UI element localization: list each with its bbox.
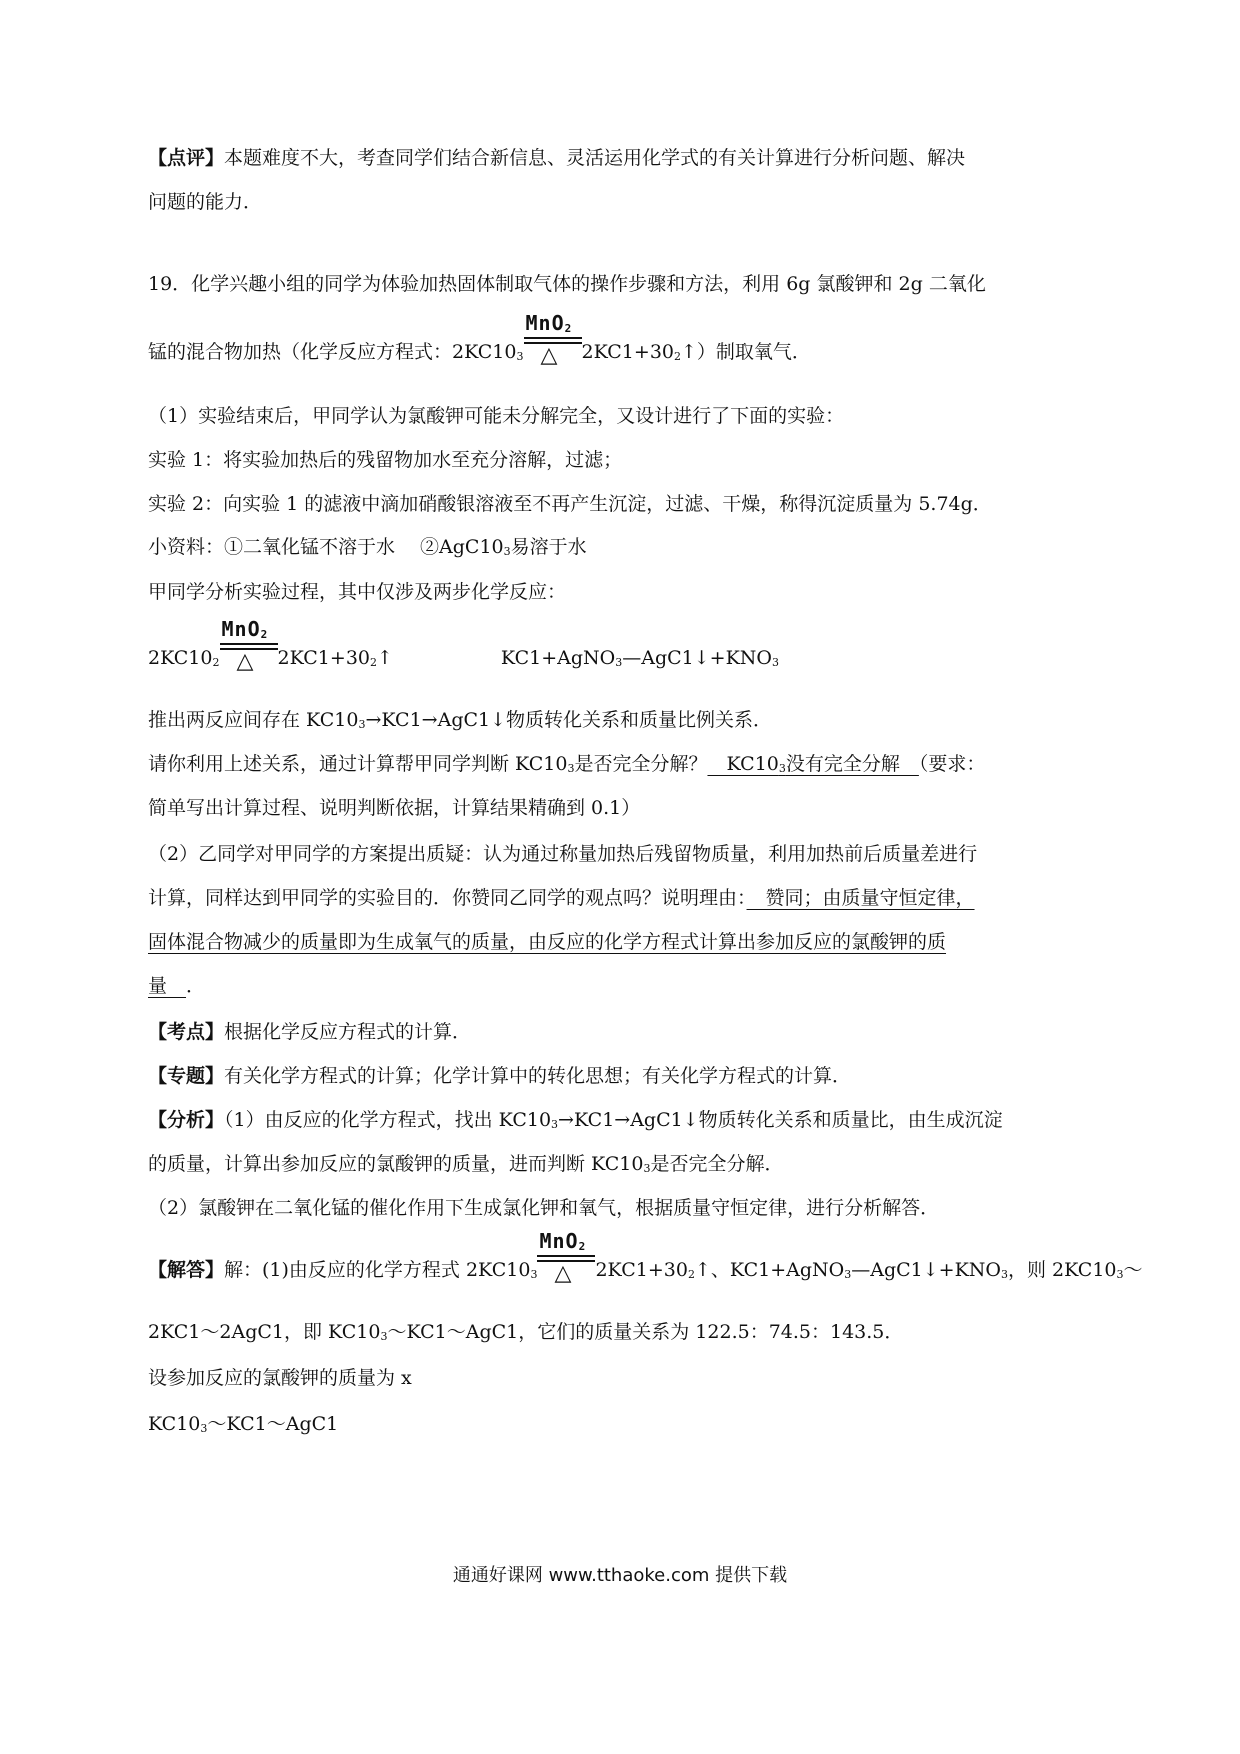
topic-tag: 【专题】 xyxy=(148,1065,225,1087)
solution-text-1-end2: —AgC1↓+KNO xyxy=(851,1259,1001,1281)
analysis-text-2-end: 是否完全分解． xyxy=(650,1153,784,1175)
sub-3: 3 xyxy=(380,1330,388,1343)
relation-text: 推出两反应间存在 KC10 xyxy=(148,709,359,731)
q19-line-2 xyxy=(148,311,811,368)
q19-text-2-end: ↑）制取氧气． xyxy=(681,341,811,363)
exam-point xyxy=(148,1018,471,1046)
sub-3: 3 xyxy=(643,1162,651,1175)
sub-3: 3 xyxy=(772,656,779,669)
sub-3: 3 xyxy=(567,762,575,775)
solution-line-3 xyxy=(148,1364,412,1392)
heat-symbol: △ xyxy=(236,649,254,674)
solution-text-1-end3: ，则 2KC10 xyxy=(1007,1259,1117,1281)
info-line xyxy=(148,533,587,561)
solution-tag: 【解答】 xyxy=(148,1259,225,1281)
sub-2: 2 xyxy=(212,656,220,669)
solution-text-2: 2KC1～2AgC1，即 KC10 xyxy=(148,1321,381,1343)
sub-3: 3 xyxy=(615,656,623,669)
q19-text-2-pre: 锰的混合物加热（化学反应方程式：2KC10 xyxy=(148,341,517,363)
analysis-line-1 xyxy=(148,1106,1003,1134)
solution-text-3: 设参加反应的氯酸钾的质量为 x xyxy=(148,1367,412,1389)
answer-2c: 量 xyxy=(148,975,187,997)
analysis-text-3: （2）氯酸钾在二氧化锰的催化作用下生成氯化钾和氧气，根据质量守恒定律，进行分析解答． xyxy=(148,1197,940,1219)
sub-3: 3 xyxy=(844,1268,852,1281)
analysis-tag: 【分析】 xyxy=(148,1109,225,1131)
solution-line-4 xyxy=(148,1410,338,1438)
catalyst-label: MnO xyxy=(525,311,565,335)
ask-line-2-text: 简单写出计算过程、说明判断依据，计算结果精确到 0.1） xyxy=(148,797,641,819)
part2-text-2: 计算，同样达到甲同学的实验目的．你赞同乙同学的观点吗？说明理由： xyxy=(148,887,747,909)
part2-line-2 xyxy=(148,884,975,912)
answer-2-end: ． xyxy=(186,975,206,997)
eq2-mid: —AgC1↓+KNO xyxy=(622,647,772,669)
equations-line xyxy=(148,617,779,674)
eq1-arrow: ↑ xyxy=(377,647,393,669)
answer-2a: 赞同；由质量守恒定律， xyxy=(746,887,975,909)
q19-line-1 xyxy=(148,270,986,298)
sub-3: 3 xyxy=(530,1268,538,1281)
relation-end: →KC1→AgC1↓物质转化关系和质量比例关系． xyxy=(365,709,773,731)
ask-line-2 xyxy=(148,794,640,822)
exam-point-text: 根据化学反应方程式的计算． xyxy=(224,1021,472,1043)
analysis-text-2: 的质量，计算出参加反应的氯酸钾的质量，进而判断 KC10 xyxy=(148,1153,644,1175)
topic-text: 有关化学方程式的计算；化学计算中的转化思想；有关化学方程式的计算． xyxy=(224,1065,852,1087)
reaction-condition xyxy=(220,617,278,677)
experiment-1-text: 实验 1：将实验加热后的残留物加水至充分溶解，过滤； xyxy=(148,449,623,471)
reaction-condition xyxy=(537,1229,595,1289)
info-text: 小资料：①二氧化锰不溶于水 ②AgC10 xyxy=(148,536,504,558)
experiment-2 xyxy=(148,490,992,518)
answer-2b: 固体混合物减少的质量即为生成氧气的质量，由反应的化学方程式计算出参加反应的氯酸钾的质 xyxy=(148,931,947,953)
analysis-intro-text: 甲同学分析实验过程，其中仅涉及两步化学反应： xyxy=(148,581,567,603)
sub-3: 3 xyxy=(200,1422,208,1435)
info-text-end: 易溶于水 xyxy=(510,536,587,558)
catalyst-sub: 2 xyxy=(564,322,573,335)
reaction-condition xyxy=(524,311,582,371)
part2-line-3 xyxy=(148,928,946,956)
sub-3: 3 xyxy=(1116,1268,1124,1281)
comment-text-2: 问题的能力． xyxy=(148,191,263,213)
experiment-1 xyxy=(148,446,622,474)
eq1-pre: 2KC10 xyxy=(148,647,213,669)
comment-line-2 xyxy=(148,188,262,216)
comment-tag: 【点评】 xyxy=(148,147,225,169)
q19-text-2-post: 2KC1+30 xyxy=(581,341,674,363)
comment-text-1: 本题难度不大，考查同学们结合新信息、灵活运用化学式的有关计算进行分析问题、解决 xyxy=(224,147,966,169)
catalyst-label: MnO xyxy=(221,617,261,641)
part2-text-1: （2）乙同学对甲同学的方案提出质疑：认为通过称量加热后残留物质量，利用加热前后质量差进行 xyxy=(148,843,978,865)
solution-text-1-pre: 解：(1)由反应的化学方程式 2KC10 xyxy=(224,1259,531,1281)
sub-2: 2 xyxy=(370,656,377,669)
solution-text-4-end: ～KC1～AgC1 xyxy=(207,1413,339,1435)
comment-line-1 xyxy=(148,144,965,172)
catalyst-sub: 2 xyxy=(578,1240,587,1253)
experiment-2-text: 实验 2：向实验 1 的滤液中滴加硝酸银溶液至不再产生沉淀，过滤、干燥，称得沉淀质量为 5.74g． xyxy=(148,493,992,515)
sub-3: 3 xyxy=(516,350,524,363)
part2-line-4 xyxy=(148,972,205,1000)
analysis-line-2 xyxy=(148,1150,783,1178)
sub-2: 2 xyxy=(687,1268,695,1281)
relation-line xyxy=(148,706,772,734)
part1-intro xyxy=(148,402,844,430)
solution-text-1-end4: ～ xyxy=(1123,1259,1143,1281)
topic xyxy=(148,1062,851,1090)
solution-text-1-post: 2KC1+30 xyxy=(595,1259,688,1281)
ask-line xyxy=(148,750,985,778)
solution-line-2 xyxy=(148,1318,903,1346)
sub-3: 3 xyxy=(503,545,511,558)
sub-3: 3 xyxy=(1000,1268,1008,1281)
exam-point-tag: 【考点】 xyxy=(148,1021,225,1043)
solution-line-1 xyxy=(148,1229,1143,1286)
catalyst-label: MnO xyxy=(539,1229,579,1253)
sub-3: 3 xyxy=(358,718,366,731)
page-footer: 通通好课网 www.tthaoke.com 提供下载 xyxy=(452,1565,788,1586)
solution-text-1-end: ↑、KC1+AgNO xyxy=(694,1259,845,1281)
q19-text-1: 19．化学兴趣小组的同学为体验加热固体制取气体的操作步骤和方法，利用 6g 氯酸钾和 2g 二氧化 xyxy=(148,273,986,295)
analysis-text-1-end: →KC1→AgC1↓物质转化关系和质量比，由生成沉淀 xyxy=(558,1109,1003,1131)
catalyst-sub: 2 xyxy=(260,628,269,641)
analysis-line-3 xyxy=(148,1194,939,1222)
heat-symbol: △ xyxy=(540,343,558,368)
ask-mid: 是否完全分解？ xyxy=(574,753,708,775)
part1-intro-text: （1）实验结束后，甲同学认为氯酸钾可能未分解完全，又设计进行了下面的实验： xyxy=(148,405,845,427)
sub-2: 2 xyxy=(674,350,681,363)
eq1-post: 2KC1+30 xyxy=(277,647,370,669)
analysis-text-1: （1）由反应的化学方程式，找出 KC10 xyxy=(224,1109,552,1131)
ask-end: （要求： xyxy=(918,753,986,775)
solution-text-4: KC10 xyxy=(148,1413,201,1435)
sub-3: 3 xyxy=(551,1118,559,1131)
ask-text: 请你利用上述关系，通过计算帮甲同学判断 KC10 xyxy=(148,753,568,775)
solution-text-2-end: ～KC1～AgC1，它们的质量关系为 122.5：74.5：143.5． xyxy=(387,1321,904,1343)
eq2-text: KC1+AgNO xyxy=(500,647,616,669)
analysis-intro xyxy=(148,578,566,606)
answer-1: $KC10_3$没有完全分解 xyxy=(707,753,919,775)
part2-line-1 xyxy=(148,840,977,868)
heat-symbol: △ xyxy=(554,1261,572,1286)
